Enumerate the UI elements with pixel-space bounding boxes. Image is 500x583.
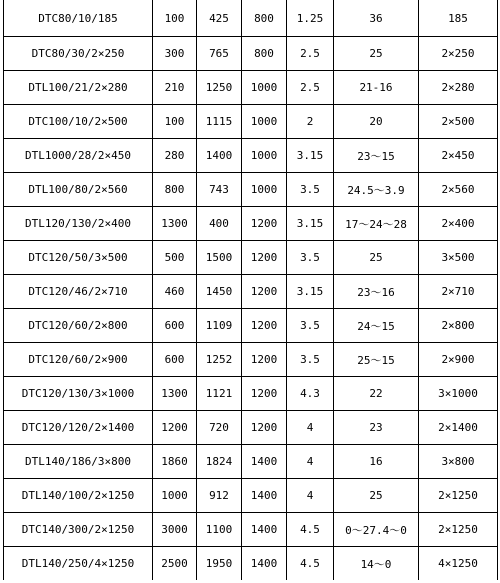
- col4-cell: 1400: [242, 547, 287, 581]
- col5-cell: 3.5: [287, 343, 334, 377]
- col3-cell: 1950: [197, 547, 242, 581]
- model-cell: DTL140/100/2×1250: [4, 479, 153, 513]
- col3-cell: 1115: [197, 105, 242, 139]
- col2-cell: 600: [153, 309, 197, 343]
- col4-cell: 1200: [242, 207, 287, 241]
- col3-cell: 743: [197, 173, 242, 207]
- col5-cell: 1.25: [287, 0, 334, 37]
- col4-cell: 1400: [242, 479, 287, 513]
- col5-cell: 2.5: [287, 71, 334, 105]
- size-cell: 3×1000: [419, 377, 498, 411]
- range-cell: 25: [334, 479, 419, 513]
- col4-cell: 1400: [242, 513, 287, 547]
- table-row: [4, 71, 498, 105]
- col3-cell: 425: [197, 0, 242, 37]
- col3-cell: 400: [197, 207, 242, 241]
- col3-cell: 720: [197, 411, 242, 445]
- range-cell: 14～0: [334, 547, 419, 581]
- model-cell: DTL140/250/4×1250: [4, 547, 153, 581]
- col2-cell: 2500: [153, 547, 197, 581]
- col4-cell: 1200: [242, 343, 287, 377]
- model-cell: DTC120/60/2×800: [4, 309, 153, 343]
- range-cell: 24.5～3.9: [334, 173, 419, 207]
- col5-cell: 3.5: [287, 241, 334, 275]
- col4-cell: 800: [242, 0, 287, 37]
- size-cell: 2×710: [419, 275, 498, 309]
- model-cell: DTC120/60/2×900: [4, 343, 153, 377]
- col5-cell: 4.3: [287, 377, 334, 411]
- size-cell: 2×900: [419, 343, 498, 377]
- col5-cell: 3.15: [287, 139, 334, 173]
- col5-cell: 4: [287, 411, 334, 445]
- table-row: [4, 139, 498, 173]
- col2-cell: 3000: [153, 513, 197, 547]
- col5-cell: 3.15: [287, 207, 334, 241]
- col4-cell: 1200: [242, 309, 287, 343]
- col3-cell: 1450: [197, 275, 242, 309]
- model-cell: DTL140/186/3×800: [4, 445, 153, 479]
- col4-cell: 1400: [242, 445, 287, 479]
- range-cell: 23～15: [334, 139, 419, 173]
- col5-cell: 4.5: [287, 513, 334, 547]
- size-cell: 2×450: [419, 139, 498, 173]
- col4-cell: 1200: [242, 411, 287, 445]
- table-row: [4, 479, 498, 513]
- table-row: [4, 445, 498, 479]
- col4-cell: 1200: [242, 241, 287, 275]
- range-cell: 20: [334, 105, 419, 139]
- col2-cell: 1860: [153, 445, 197, 479]
- table-row: [4, 0, 498, 37]
- size-cell: 2×1250: [419, 513, 498, 547]
- model-cell: DTL100/80/2×560: [4, 173, 153, 207]
- range-cell: 21-16: [334, 71, 419, 105]
- col2-cell: 1200: [153, 411, 197, 445]
- col4-cell: 1200: [242, 275, 287, 309]
- range-cell: 25: [334, 241, 419, 275]
- table-row: [4, 377, 498, 411]
- col5-cell: 3.15: [287, 275, 334, 309]
- table-row: [4, 547, 498, 581]
- size-cell: 185: [419, 0, 498, 37]
- model-cell: DTL1000/28/2×450: [4, 139, 153, 173]
- table-row: [4, 309, 498, 343]
- model-cell: DTL120/130/2×400: [4, 207, 153, 241]
- col3-cell: 912: [197, 479, 242, 513]
- col5-cell: 4.5: [287, 547, 334, 581]
- size-cell: 2×560: [419, 173, 498, 207]
- model-cell: DTC120/130/3×1000: [4, 377, 153, 411]
- size-cell: 2×1400: [419, 411, 498, 445]
- col2-cell: 100: [153, 105, 197, 139]
- table-row: [4, 513, 498, 547]
- size-cell: 2×500: [419, 105, 498, 139]
- col3-cell: 1824: [197, 445, 242, 479]
- table-row: [4, 343, 498, 377]
- model-cell: DTC120/50/3×500: [4, 241, 153, 275]
- size-cell: 2×250: [419, 37, 498, 71]
- col2-cell: 600: [153, 343, 197, 377]
- range-cell: 36: [334, 0, 419, 37]
- col2-cell: 800: [153, 173, 197, 207]
- range-cell: 16: [334, 445, 419, 479]
- col3-cell: 1250: [197, 71, 242, 105]
- col3-cell: 1109: [197, 309, 242, 343]
- range-cell: 25～15: [334, 343, 419, 377]
- range-cell: 23: [334, 411, 419, 445]
- col2-cell: 1300: [153, 377, 197, 411]
- model-cell: DTC100/10/2×500: [4, 105, 153, 139]
- model-cell: DTC80/30/2×250: [4, 37, 153, 71]
- col3-cell: 1400: [197, 139, 242, 173]
- size-cell: 4×1250: [419, 547, 498, 581]
- col5-cell: 4: [287, 479, 334, 513]
- size-cell: 2×800: [419, 309, 498, 343]
- col3-cell: 765: [197, 37, 242, 71]
- col4-cell: 1000: [242, 71, 287, 105]
- col3-cell: 1121: [197, 377, 242, 411]
- table-body: [4, 0, 498, 580]
- col4-cell: 1000: [242, 173, 287, 207]
- table-row: [4, 105, 498, 139]
- col4-cell: 800: [242, 37, 287, 71]
- table-row: [4, 207, 498, 241]
- table-row: [4, 275, 498, 309]
- size-cell: 3×800: [419, 445, 498, 479]
- range-cell: 24～15: [334, 309, 419, 343]
- size-cell: 3×500: [419, 241, 498, 275]
- size-cell: 2×280: [419, 71, 498, 105]
- col3-cell: 1252: [197, 343, 242, 377]
- range-cell: 25: [334, 37, 419, 71]
- col2-cell: 500: [153, 241, 197, 275]
- col3-cell: 1500: [197, 241, 242, 275]
- col5-cell: 2: [287, 105, 334, 139]
- col5-cell: 3.5: [287, 173, 334, 207]
- col5-cell: 4: [287, 445, 334, 479]
- model-cell: DTC120/46/2×710: [4, 275, 153, 309]
- col4-cell: 1000: [242, 105, 287, 139]
- range-cell: 0～27.4～0: [334, 513, 419, 547]
- col2-cell: 210: [153, 71, 197, 105]
- col5-cell: 3.5: [287, 309, 334, 343]
- table-row: [4, 173, 498, 207]
- col2-cell: 100: [153, 0, 197, 37]
- model-cell: DTC120/120/2×1400: [4, 411, 153, 445]
- equipment-spec-table: [3, 0, 498, 580]
- size-cell: 2×1250: [419, 479, 498, 513]
- col4-cell: 1000: [242, 139, 287, 173]
- col4-cell: 1200: [242, 377, 287, 411]
- col3-cell: 1100: [197, 513, 242, 547]
- model-cell: DTC140/300/2×1250: [4, 513, 153, 547]
- col2-cell: 460: [153, 275, 197, 309]
- size-cell: 2×400: [419, 207, 498, 241]
- col2-cell: 300: [153, 37, 197, 71]
- col2-cell: 1000: [153, 479, 197, 513]
- col5-cell: 2.5: [287, 37, 334, 71]
- model-cell: DTC80/10/185: [4, 0, 153, 37]
- model-cell: DTL100/21/2×280: [4, 71, 153, 105]
- table-row: [4, 411, 498, 445]
- table-row: [4, 241, 498, 275]
- col2-cell: 1300: [153, 207, 197, 241]
- range-cell: 17～24～28: [334, 207, 419, 241]
- col2-cell: 280: [153, 139, 197, 173]
- table-row: [4, 37, 498, 71]
- range-cell: 23～16: [334, 275, 419, 309]
- range-cell: 22: [334, 377, 419, 411]
